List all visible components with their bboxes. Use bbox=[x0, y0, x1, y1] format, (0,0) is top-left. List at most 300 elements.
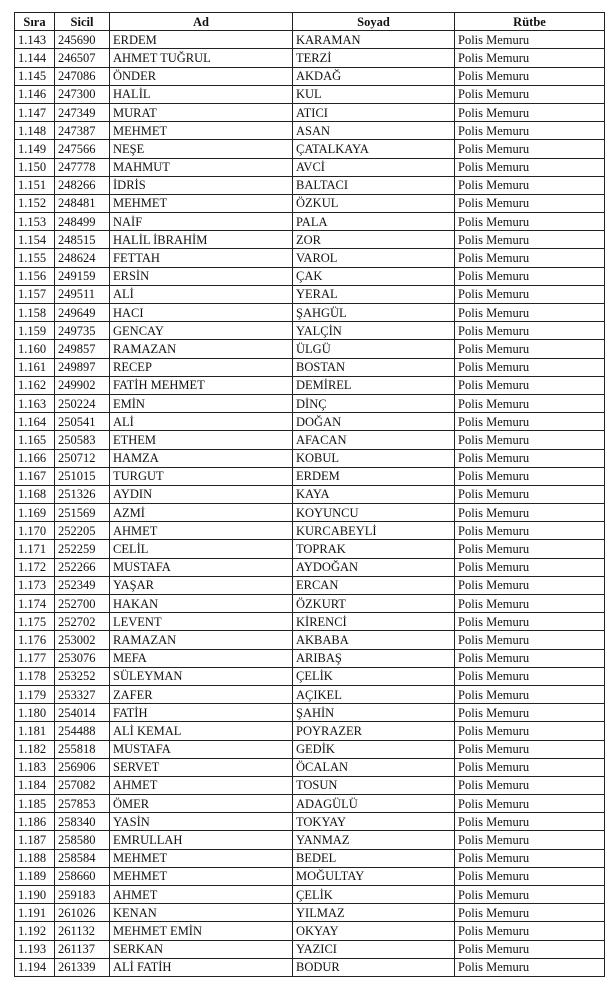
cell-sira: 1.169 bbox=[15, 504, 55, 522]
cell-sicil: 248266 bbox=[55, 176, 110, 194]
table-row bbox=[15, 31, 605, 49]
cell-sira: 1.161 bbox=[15, 358, 55, 376]
table-row bbox=[15, 376, 605, 394]
table-row bbox=[15, 758, 605, 776]
cell-sicil: 247349 bbox=[55, 103, 110, 121]
cell-sira: 1.194 bbox=[15, 958, 55, 976]
cell-sira: 1.153 bbox=[15, 213, 55, 231]
cell-sicil: 253252 bbox=[55, 667, 110, 685]
cell-sicil: 252702 bbox=[55, 613, 110, 631]
cell-ad: MURAT bbox=[110, 103, 293, 121]
cell-ad: KENAN bbox=[110, 904, 293, 922]
cell-sira: 1.176 bbox=[15, 631, 55, 649]
cell-soyad: MOĞULTAY bbox=[293, 867, 455, 885]
cell-rutbe: Polis Memuru bbox=[455, 158, 605, 176]
cell-sicil: 250224 bbox=[55, 394, 110, 412]
cell-soyad: BODUR bbox=[293, 958, 455, 976]
cell-soyad: KURCABEYLİ bbox=[293, 522, 455, 540]
cell-sicil: 259183 bbox=[55, 886, 110, 904]
cell-rutbe: Polis Memuru bbox=[455, 231, 605, 249]
cell-sira: 1.179 bbox=[15, 685, 55, 703]
table-row bbox=[15, 722, 605, 740]
cell-sicil: 258584 bbox=[55, 849, 110, 867]
cell-soyad: ÜLGÜ bbox=[293, 340, 455, 358]
cell-rutbe: Polis Memuru bbox=[455, 449, 605, 467]
cell-soyad: OKYAY bbox=[293, 922, 455, 940]
cell-ad: AHMET TUĞRUL bbox=[110, 49, 293, 67]
cell-ad: MEFA bbox=[110, 649, 293, 667]
cell-sicil: 245690 bbox=[55, 31, 110, 49]
cell-soyad: ASAN bbox=[293, 122, 455, 140]
cell-soyad: ÖCALAN bbox=[293, 758, 455, 776]
cell-ad: ALİ FATİH bbox=[110, 958, 293, 976]
cell-soyad: TOKYAY bbox=[293, 813, 455, 831]
cell-ad: HAMZA bbox=[110, 449, 293, 467]
cell-sicil: 248499 bbox=[55, 213, 110, 231]
table-row bbox=[15, 831, 605, 849]
cell-rutbe: Polis Memuru bbox=[455, 613, 605, 631]
cell-soyad: YAZICI bbox=[293, 940, 455, 958]
cell-sira: 1.158 bbox=[15, 304, 55, 322]
cell-sira: 1.175 bbox=[15, 613, 55, 631]
header-sira: Sıra bbox=[15, 13, 55, 31]
cell-sira: 1.171 bbox=[15, 540, 55, 558]
cell-soyad: AYDOĞAN bbox=[293, 558, 455, 576]
cell-sicil: 256906 bbox=[55, 758, 110, 776]
cell-sira: 1.150 bbox=[15, 158, 55, 176]
cell-sicil: 261137 bbox=[55, 940, 110, 958]
table-row bbox=[15, 540, 605, 558]
table-row bbox=[15, 67, 605, 85]
cell-sira: 1.187 bbox=[15, 831, 55, 849]
cell-ad: ALİ bbox=[110, 413, 293, 431]
cell-sicil: 249735 bbox=[55, 322, 110, 340]
table-row bbox=[15, 194, 605, 212]
cell-sicil: 247300 bbox=[55, 85, 110, 103]
table-row bbox=[15, 704, 605, 722]
cell-rutbe: Polis Memuru bbox=[455, 831, 605, 849]
cell-sicil: 248624 bbox=[55, 249, 110, 267]
cell-ad: MEHMET bbox=[110, 194, 293, 212]
cell-sira: 1.167 bbox=[15, 467, 55, 485]
cell-rutbe: Polis Memuru bbox=[455, 667, 605, 685]
cell-sira: 1.157 bbox=[15, 285, 55, 303]
cell-ad: SERVET bbox=[110, 758, 293, 776]
cell-sicil: 246507 bbox=[55, 49, 110, 67]
cell-soyad: YALÇİN bbox=[293, 322, 455, 340]
table-header bbox=[15, 13, 605, 31]
cell-sira: 1.146 bbox=[15, 85, 55, 103]
cell-soyad: KUL bbox=[293, 85, 455, 103]
cell-sicil: 247778 bbox=[55, 158, 110, 176]
cell-sira: 1.147 bbox=[15, 103, 55, 121]
cell-rutbe: Polis Memuru bbox=[455, 103, 605, 121]
cell-soyad: ÖZKURT bbox=[293, 595, 455, 613]
table-row bbox=[15, 958, 605, 976]
cell-sicil: 255818 bbox=[55, 740, 110, 758]
cell-sira: 1.174 bbox=[15, 595, 55, 613]
cell-sira: 1.148 bbox=[15, 122, 55, 140]
header-rutbe: Rütbe bbox=[455, 13, 605, 31]
table-row bbox=[15, 849, 605, 867]
cell-sicil: 249897 bbox=[55, 358, 110, 376]
cell-ad: İDRİS bbox=[110, 176, 293, 194]
cell-rutbe: Polis Memuru bbox=[455, 413, 605, 431]
cell-rutbe: Polis Memuru bbox=[455, 31, 605, 49]
cell-sira: 1.181 bbox=[15, 722, 55, 740]
header-ad: Ad bbox=[110, 13, 293, 31]
cell-soyad: ÇELİK bbox=[293, 886, 455, 904]
cell-soyad: YERAL bbox=[293, 285, 455, 303]
table-row bbox=[15, 904, 605, 922]
cell-rutbe: Polis Memuru bbox=[455, 631, 605, 649]
cell-ad: MAHMUT bbox=[110, 158, 293, 176]
table-row bbox=[15, 649, 605, 667]
cell-soyad: DİNÇ bbox=[293, 394, 455, 412]
cell-sira: 1.186 bbox=[15, 813, 55, 831]
cell-rutbe: Polis Memuru bbox=[455, 776, 605, 794]
cell-rutbe: Polis Memuru bbox=[455, 376, 605, 394]
cell-ad: ALİ bbox=[110, 285, 293, 303]
cell-sira: 1.151 bbox=[15, 176, 55, 194]
table-row bbox=[15, 267, 605, 285]
cell-ad: AZMİ bbox=[110, 504, 293, 522]
cell-ad: TURGUT bbox=[110, 467, 293, 485]
table-row bbox=[15, 449, 605, 467]
cell-ad: MUSTAFA bbox=[110, 740, 293, 758]
cell-sicil: 253327 bbox=[55, 685, 110, 703]
cell-ad: AHMET bbox=[110, 776, 293, 794]
cell-soyad: PALA bbox=[293, 213, 455, 231]
cell-ad: HALİL İBRAHİM bbox=[110, 231, 293, 249]
cell-rutbe: Polis Memuru bbox=[455, 176, 605, 194]
cell-sira: 1.193 bbox=[15, 940, 55, 958]
cell-soyad: ERCAN bbox=[293, 576, 455, 594]
cell-sicil: 254014 bbox=[55, 704, 110, 722]
cell-soyad: ŞAHGÜL bbox=[293, 304, 455, 322]
cell-rutbe: Polis Memuru bbox=[455, 140, 605, 158]
cell-rutbe: Polis Memuru bbox=[455, 267, 605, 285]
cell-rutbe: Polis Memuru bbox=[455, 558, 605, 576]
table-row bbox=[15, 85, 605, 103]
table-row bbox=[15, 249, 605, 267]
cell-sicil: 261339 bbox=[55, 958, 110, 976]
cell-sicil: 252349 bbox=[55, 576, 110, 594]
cell-ad: AYDIN bbox=[110, 485, 293, 503]
cell-sicil: 249857 bbox=[55, 340, 110, 358]
cell-rutbe: Polis Memuru bbox=[455, 249, 605, 267]
cell-sicil: 253002 bbox=[55, 631, 110, 649]
cell-soyad: DEMİREL bbox=[293, 376, 455, 394]
cell-soyad: AÇIKEL bbox=[293, 685, 455, 703]
cell-ad: LEVENT bbox=[110, 613, 293, 631]
table-row bbox=[15, 304, 605, 322]
cell-rutbe: Polis Memuru bbox=[455, 886, 605, 904]
table-row bbox=[15, 867, 605, 885]
cell-ad: EMRULLAH bbox=[110, 831, 293, 849]
table-row bbox=[15, 685, 605, 703]
cell-sicil: 251569 bbox=[55, 504, 110, 522]
table-row bbox=[15, 158, 605, 176]
cell-rutbe: Polis Memuru bbox=[455, 940, 605, 958]
cell-ad: ZAFER bbox=[110, 685, 293, 703]
cell-sira: 1.190 bbox=[15, 886, 55, 904]
cell-sira: 1.180 bbox=[15, 704, 55, 722]
cell-rutbe: Polis Memuru bbox=[455, 849, 605, 867]
cell-sira: 1.178 bbox=[15, 667, 55, 685]
cell-rutbe: Polis Memuru bbox=[455, 958, 605, 976]
table-row bbox=[15, 522, 605, 540]
cell-ad: AHMET bbox=[110, 886, 293, 904]
cell-sicil: 248515 bbox=[55, 231, 110, 249]
cell-sicil: 261132 bbox=[55, 922, 110, 940]
cell-soyad: ÇAK bbox=[293, 267, 455, 285]
table-row bbox=[15, 504, 605, 522]
cell-ad: NEŞE bbox=[110, 140, 293, 158]
cell-soyad: DOĞAN bbox=[293, 413, 455, 431]
cell-sicil: 257853 bbox=[55, 795, 110, 813]
cell-sicil: 261026 bbox=[55, 904, 110, 922]
cell-rutbe: Polis Memuru bbox=[455, 49, 605, 67]
table-row bbox=[15, 213, 605, 231]
cell-rutbe: Polis Memuru bbox=[455, 813, 605, 831]
cell-soyad: POYRAZER bbox=[293, 722, 455, 740]
cell-soyad: TOSUN bbox=[293, 776, 455, 794]
cell-sira: 1.177 bbox=[15, 649, 55, 667]
table-row bbox=[15, 667, 605, 685]
cell-sira: 1.188 bbox=[15, 849, 55, 867]
cell-ad: RAMAZAN bbox=[110, 340, 293, 358]
cell-rutbe: Polis Memuru bbox=[455, 122, 605, 140]
table-row bbox=[15, 886, 605, 904]
cell-sira: 1.192 bbox=[15, 922, 55, 940]
cell-rutbe: Polis Memuru bbox=[455, 704, 605, 722]
table-row bbox=[15, 322, 605, 340]
table-row bbox=[15, 740, 605, 758]
cell-sira: 1.162 bbox=[15, 376, 55, 394]
cell-sicil: 258580 bbox=[55, 831, 110, 849]
table-row bbox=[15, 485, 605, 503]
cell-ad: MEHMET EMİN bbox=[110, 922, 293, 940]
cell-rutbe: Polis Memuru bbox=[455, 304, 605, 322]
cell-soyad: ŞAHİN bbox=[293, 704, 455, 722]
cell-ad: NAİF bbox=[110, 213, 293, 231]
cell-ad: MEHMET bbox=[110, 867, 293, 885]
cell-soyad: KİRENCİ bbox=[293, 613, 455, 631]
cell-ad: SÜLEYMAN bbox=[110, 667, 293, 685]
cell-sira: 1.170 bbox=[15, 522, 55, 540]
table-row bbox=[15, 940, 605, 958]
cell-rutbe: Polis Memuru bbox=[455, 322, 605, 340]
cell-ad: MEHMET bbox=[110, 122, 293, 140]
table-row bbox=[15, 613, 605, 631]
table-row bbox=[15, 140, 605, 158]
cell-sicil: 250541 bbox=[55, 413, 110, 431]
cell-sira: 1.159 bbox=[15, 322, 55, 340]
table-row bbox=[15, 413, 605, 431]
table-row bbox=[15, 358, 605, 376]
cell-sicil: 248481 bbox=[55, 194, 110, 212]
cell-rutbe: Polis Memuru bbox=[455, 67, 605, 85]
cell-sicil: 247086 bbox=[55, 67, 110, 85]
cell-ad: RAMAZAN bbox=[110, 631, 293, 649]
cell-ad: FATİH MEHMET bbox=[110, 376, 293, 394]
cell-ad: YASİN bbox=[110, 813, 293, 831]
cell-soyad: TOPRAK bbox=[293, 540, 455, 558]
cell-sira: 1.166 bbox=[15, 449, 55, 467]
cell-ad: ÖMER bbox=[110, 795, 293, 813]
cell-soyad: ZOR bbox=[293, 231, 455, 249]
cell-sicil: 247566 bbox=[55, 140, 110, 158]
cell-sira: 1.189 bbox=[15, 867, 55, 885]
cell-sira: 1.152 bbox=[15, 194, 55, 212]
cell-rutbe: Polis Memuru bbox=[455, 522, 605, 540]
cell-ad: ERDEM bbox=[110, 31, 293, 49]
cell-ad: ERSİN bbox=[110, 267, 293, 285]
cell-rutbe: Polis Memuru bbox=[455, 540, 605, 558]
cell-sicil: 250712 bbox=[55, 449, 110, 467]
cell-sira: 1.184 bbox=[15, 776, 55, 794]
cell-soyad: AFACAN bbox=[293, 431, 455, 449]
cell-soyad: BOSTAN bbox=[293, 358, 455, 376]
cell-rutbe: Polis Memuru bbox=[455, 467, 605, 485]
cell-rutbe: Polis Memuru bbox=[455, 358, 605, 376]
table-row bbox=[15, 922, 605, 940]
table-row bbox=[15, 122, 605, 140]
cell-soyad: ATICI bbox=[293, 103, 455, 121]
cell-sicil: 252700 bbox=[55, 595, 110, 613]
cell-sicil: 254488 bbox=[55, 722, 110, 740]
cell-rutbe: Polis Memuru bbox=[455, 340, 605, 358]
cell-rutbe: Polis Memuru bbox=[455, 85, 605, 103]
table-row bbox=[15, 558, 605, 576]
cell-sira: 1.185 bbox=[15, 795, 55, 813]
cell-soyad: ARIBAŞ bbox=[293, 649, 455, 667]
cell-sicil: 249902 bbox=[55, 376, 110, 394]
table-row bbox=[15, 631, 605, 649]
cell-sira: 1.156 bbox=[15, 267, 55, 285]
cell-soyad: KOYUNCU bbox=[293, 504, 455, 522]
cell-rutbe: Polis Memuru bbox=[455, 867, 605, 885]
cell-rutbe: Polis Memuru bbox=[455, 758, 605, 776]
cell-rutbe: Polis Memuru bbox=[455, 904, 605, 922]
cell-ad: RECEP bbox=[110, 358, 293, 376]
cell-soyad: YILMAZ bbox=[293, 904, 455, 922]
table-body bbox=[15, 31, 605, 977]
cell-soyad: ADAGÜLÜ bbox=[293, 795, 455, 813]
cell-sicil: 252205 bbox=[55, 522, 110, 540]
cell-ad: AHMET bbox=[110, 522, 293, 540]
cell-soyad: ÖZKUL bbox=[293, 194, 455, 212]
cell-sira: 1.183 bbox=[15, 758, 55, 776]
cell-rutbe: Polis Memuru bbox=[455, 485, 605, 503]
cell-ad: EMİN bbox=[110, 394, 293, 412]
table-row bbox=[15, 340, 605, 358]
cell-sira: 1.172 bbox=[15, 558, 55, 576]
cell-sicil: 250583 bbox=[55, 431, 110, 449]
cell-sira: 1.163 bbox=[15, 394, 55, 412]
cell-sira: 1.165 bbox=[15, 431, 55, 449]
cell-sicil: 249159 bbox=[55, 267, 110, 285]
cell-soyad: ÇATALKAYA bbox=[293, 140, 455, 158]
cell-soyad: TERZİ bbox=[293, 49, 455, 67]
cell-ad: SERKAN bbox=[110, 940, 293, 958]
table-row bbox=[15, 49, 605, 67]
cell-rutbe: Polis Memuru bbox=[455, 504, 605, 522]
cell-rutbe: Polis Memuru bbox=[455, 194, 605, 212]
table-row bbox=[15, 176, 605, 194]
cell-rutbe: Polis Memuru bbox=[455, 649, 605, 667]
cell-sicil: 249511 bbox=[55, 285, 110, 303]
cell-soyad: GEDİK bbox=[293, 740, 455, 758]
cell-rutbe: Polis Memuru bbox=[455, 213, 605, 231]
cell-soyad: ERDEM bbox=[293, 467, 455, 485]
cell-ad: YAŞAR bbox=[110, 576, 293, 594]
cell-soyad: AKBABA bbox=[293, 631, 455, 649]
cell-soyad: KARAMAN bbox=[293, 31, 455, 49]
cell-sicil: 257082 bbox=[55, 776, 110, 794]
cell-soyad: KOBUL bbox=[293, 449, 455, 467]
header-row bbox=[15, 13, 605, 31]
cell-sira: 1.168 bbox=[15, 485, 55, 503]
cell-sicil: 247387 bbox=[55, 122, 110, 140]
cell-sira: 1.182 bbox=[15, 740, 55, 758]
table-row bbox=[15, 795, 605, 813]
cell-ad: ALİ KEMAL bbox=[110, 722, 293, 740]
header-soyad: Soyad bbox=[293, 13, 455, 31]
cell-sicil: 258340 bbox=[55, 813, 110, 831]
cell-ad: GENCAY bbox=[110, 322, 293, 340]
cell-soyad: VAROL bbox=[293, 249, 455, 267]
cell-soyad: AVCİ bbox=[293, 158, 455, 176]
cell-ad: FETTAH bbox=[110, 249, 293, 267]
cell-ad: CELİL bbox=[110, 540, 293, 558]
personnel-table bbox=[14, 12, 605, 977]
cell-sira: 1.145 bbox=[15, 67, 55, 85]
cell-sira: 1.149 bbox=[15, 140, 55, 158]
cell-rutbe: Polis Memuru bbox=[455, 795, 605, 813]
header-sicil: Sicil bbox=[55, 13, 110, 31]
cell-ad: MEHMET bbox=[110, 849, 293, 867]
cell-rutbe: Polis Memuru bbox=[455, 722, 605, 740]
cell-ad: HACI bbox=[110, 304, 293, 322]
cell-soyad: AKDAĞ bbox=[293, 67, 455, 85]
cell-rutbe: Polis Memuru bbox=[455, 922, 605, 940]
table-row bbox=[15, 394, 605, 412]
table-row bbox=[15, 231, 605, 249]
cell-rutbe: Polis Memuru bbox=[455, 285, 605, 303]
cell-soyad: ÇELİK bbox=[293, 667, 455, 685]
table-row bbox=[15, 813, 605, 831]
cell-soyad: BEDEL bbox=[293, 849, 455, 867]
table-row bbox=[15, 103, 605, 121]
cell-rutbe: Polis Memuru bbox=[455, 740, 605, 758]
table-row bbox=[15, 431, 605, 449]
cell-sira: 1.144 bbox=[15, 49, 55, 67]
cell-rutbe: Polis Memuru bbox=[455, 431, 605, 449]
cell-sira: 1.191 bbox=[15, 904, 55, 922]
cell-sicil: 249649 bbox=[55, 304, 110, 322]
table-row bbox=[15, 595, 605, 613]
cell-sicil: 258660 bbox=[55, 867, 110, 885]
cell-sira: 1.173 bbox=[15, 576, 55, 594]
cell-ad: HAKAN bbox=[110, 595, 293, 613]
cell-ad: HALİL bbox=[110, 85, 293, 103]
cell-sira: 1.164 bbox=[15, 413, 55, 431]
cell-rutbe: Polis Memuru bbox=[455, 576, 605, 594]
cell-sicil: 253076 bbox=[55, 649, 110, 667]
cell-ad: ETHEM bbox=[110, 431, 293, 449]
